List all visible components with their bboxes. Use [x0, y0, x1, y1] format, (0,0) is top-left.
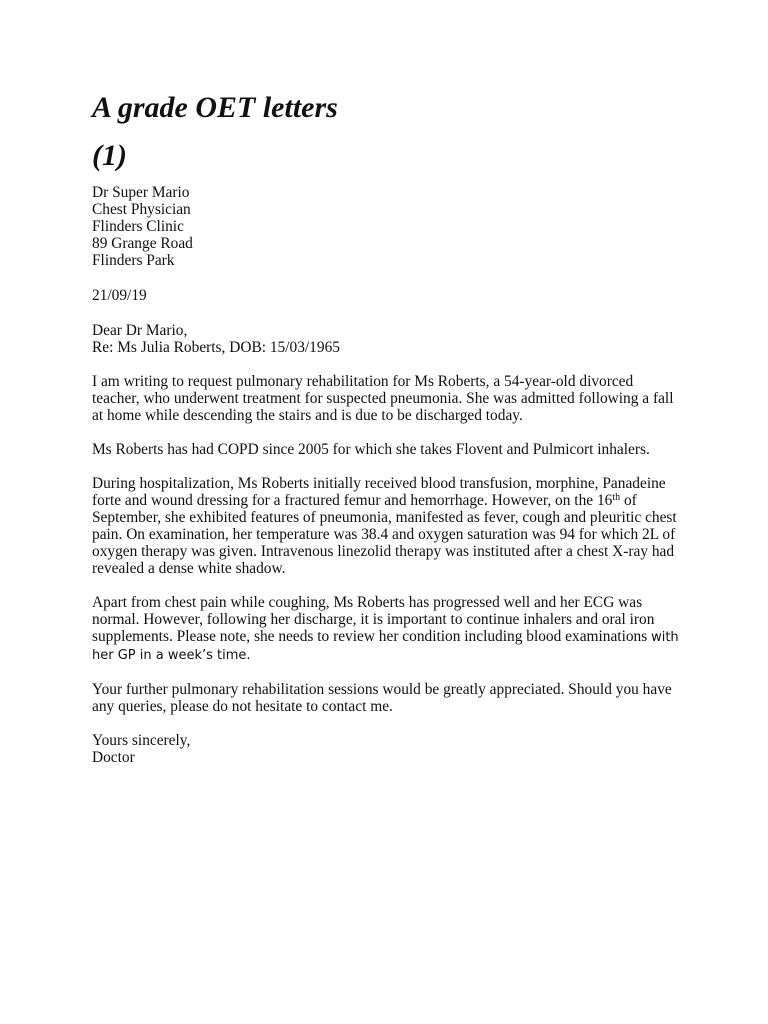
re-line: Re: Ms Julia Roberts, DOB: 15/03/1965 [92, 339, 340, 356]
paragraph-closing: Your further pulmonary rehabilitation sessions would be greatly appreciated. Should you have any queries, please do not hesitate to contact me. [92, 681, 672, 715]
paragraph-history: Ms Roberts has had COPD since 2005 for which she takes Flovent and Pulmicort inhalers. [92, 441, 650, 458]
recipient-suburb: Flinders Park [92, 252, 175, 269]
recipient-name: Dr Super Mario [92, 184, 190, 201]
document-subtitle: (1) [92, 139, 127, 172]
recipient-organisation: Flinders Clinic [92, 218, 184, 235]
closing: Yours sincerely, [92, 732, 191, 749]
signoff-block [92, 732, 682, 766]
paragraph-hospital-part2: of September, she exhibited features of pneumonia, manifested as fever, cough and pleuritic chest pain. On examination, her temperature was 38.4 and oxygen saturation was 94 for which 2L of oxygen therapy was given. Intravenous linezolid therapy was instituted after a chest X-ray had revealed a dense white shadow. [92, 492, 677, 577]
salutation: Dear Dr Mario, [92, 322, 188, 339]
document-title: A grade OET letters [92, 91, 338, 124]
recipient-position: Chest Physician [92, 201, 191, 218]
paragraph-progress-main: Apart from chest pain while coughing, Ms Roberts has progressed well and her ECG was normal. However, following her discharge, it is important to continue inhalers and oral iron supplements. Please note, she needs to review her condition including blood examinations [92, 594, 655, 645]
paragraph-hospital [92, 475, 682, 577]
salutation-block [92, 322, 682, 356]
paragraph-hospital-part1: During hospitalization, Ms Roberts initially received blood transfusion, morphine, Panadeine forte and wound dressing for a fractured femur and hemorrhage. However, on the 16 [92, 475, 666, 509]
signature: Doctor [92, 749, 135, 766]
letter-body [92, 90, 682, 766]
paragraph-progress-tail: with her GP in a week’s time. [92, 630, 679, 663]
ordinal-suffix: th [612, 492, 621, 503]
paragraph-intro: I am writing to request pulmonary rehabilitation for Ms Roberts, a 54-year-old divorced teacher, who underwent treatment for suspected pneumonia. She was admitted following a fall at home while descending the stairs and is due to be discharged today. [92, 373, 674, 424]
recipient-address [92, 184, 682, 269]
letter-date: 21/09/19 [92, 287, 147, 304]
recipient-street: 89 Grange Road [92, 235, 193, 252]
paragraph-progress [92, 594, 682, 664]
